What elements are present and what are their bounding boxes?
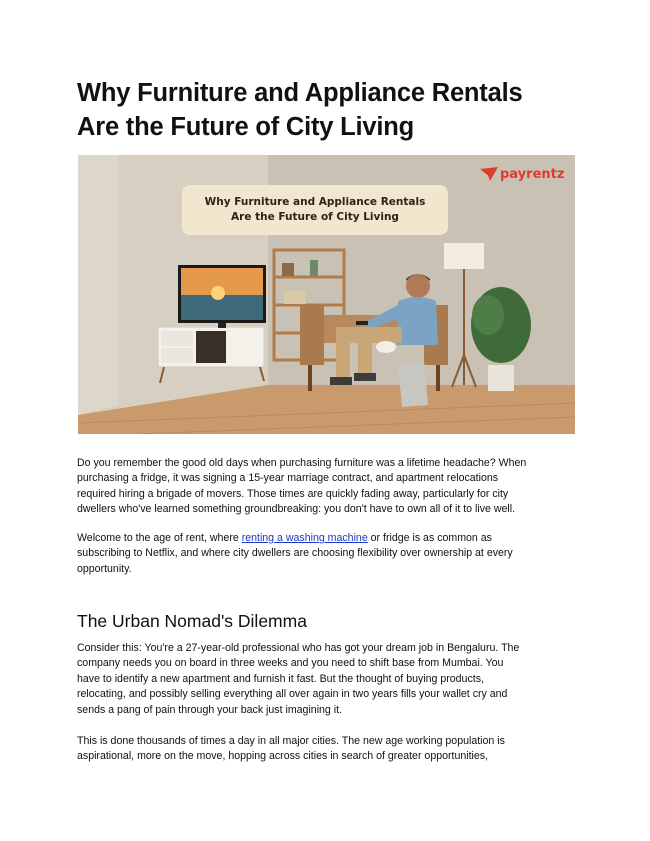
thousands-line-2: aspirational, more on the move, hopping across cities in search of greater opportunities, [77, 750, 489, 763]
logo-arrow-icon [480, 167, 498, 181]
consider-line-2: company needs you on board in three weeks and you need to shift base from Mumbai. You [77, 657, 504, 670]
thousands-paragraph [77, 734, 577, 765]
hero-banner-line-2: Are the Future of City Living [231, 211, 399, 223]
consider-line-1: Consider this: You're a 27-year-old professional who has got your dream job in Bengaluru. The [77, 642, 520, 654]
intro-line-1: Do you remember the good old days when purchasing furniture was a lifetime headache? When [77, 457, 527, 469]
intro-line-2: purchasing a fridge, it was signing a 15-year marriage contract, and apartment relocations [77, 472, 499, 485]
welcome-line-3: opportunity. [77, 562, 132, 575]
welcome-line-1-start: Welcome to the age of rent, where [77, 532, 242, 544]
consider-line-4: relocating, and possibly selling everything all over again in two years fills your wallet cry and [77, 688, 508, 701]
hero-image [78, 155, 575, 434]
thousands-line-1: This is done thousands of times a day in all major cities. The new age working population is [77, 735, 505, 747]
hero-banner [182, 185, 448, 235]
washing-machine-link[interactable]: renting a washing machine [241, 532, 368, 544]
intro-paragraph [77, 456, 577, 518]
section-heading: The Urban Nomad's Dilemma [77, 611, 307, 631]
article-title-line-2: Are the Future of City Living [77, 113, 415, 141]
logo-wordmark: payrentz [500, 166, 565, 182]
consider-paragraph [77, 641, 577, 718]
intro-line-4: dwellers who've learned something groundbreaking: you don't have to own all of it to live well. [77, 503, 516, 516]
payrentz-logo [480, 165, 564, 183]
welcome-line-1-end: or fridge is as common as [367, 532, 492, 544]
consider-line-5: sends a pang of pain through your back just imagining it. [77, 703, 343, 716]
welcome-line-2: subscribing to Netflix, and where city dwellers are choosing flexibility over ownership at every [77, 547, 513, 560]
article-title [77, 76, 597, 144]
consider-line-3: have to identify a new apartment and furnish it fast. But the thought of buying products, [77, 672, 484, 685]
article-title-line-1: Why Furniture and Appliance Rentals [77, 79, 523, 107]
hero-banner-line-1: Why Furniture and Appliance Rentals [204, 196, 426, 208]
welcome-paragraph [77, 531, 577, 577]
intro-line-3: required hiring a brigade of movers. Those times are quickly fading away, particularly for city [77, 487, 509, 500]
